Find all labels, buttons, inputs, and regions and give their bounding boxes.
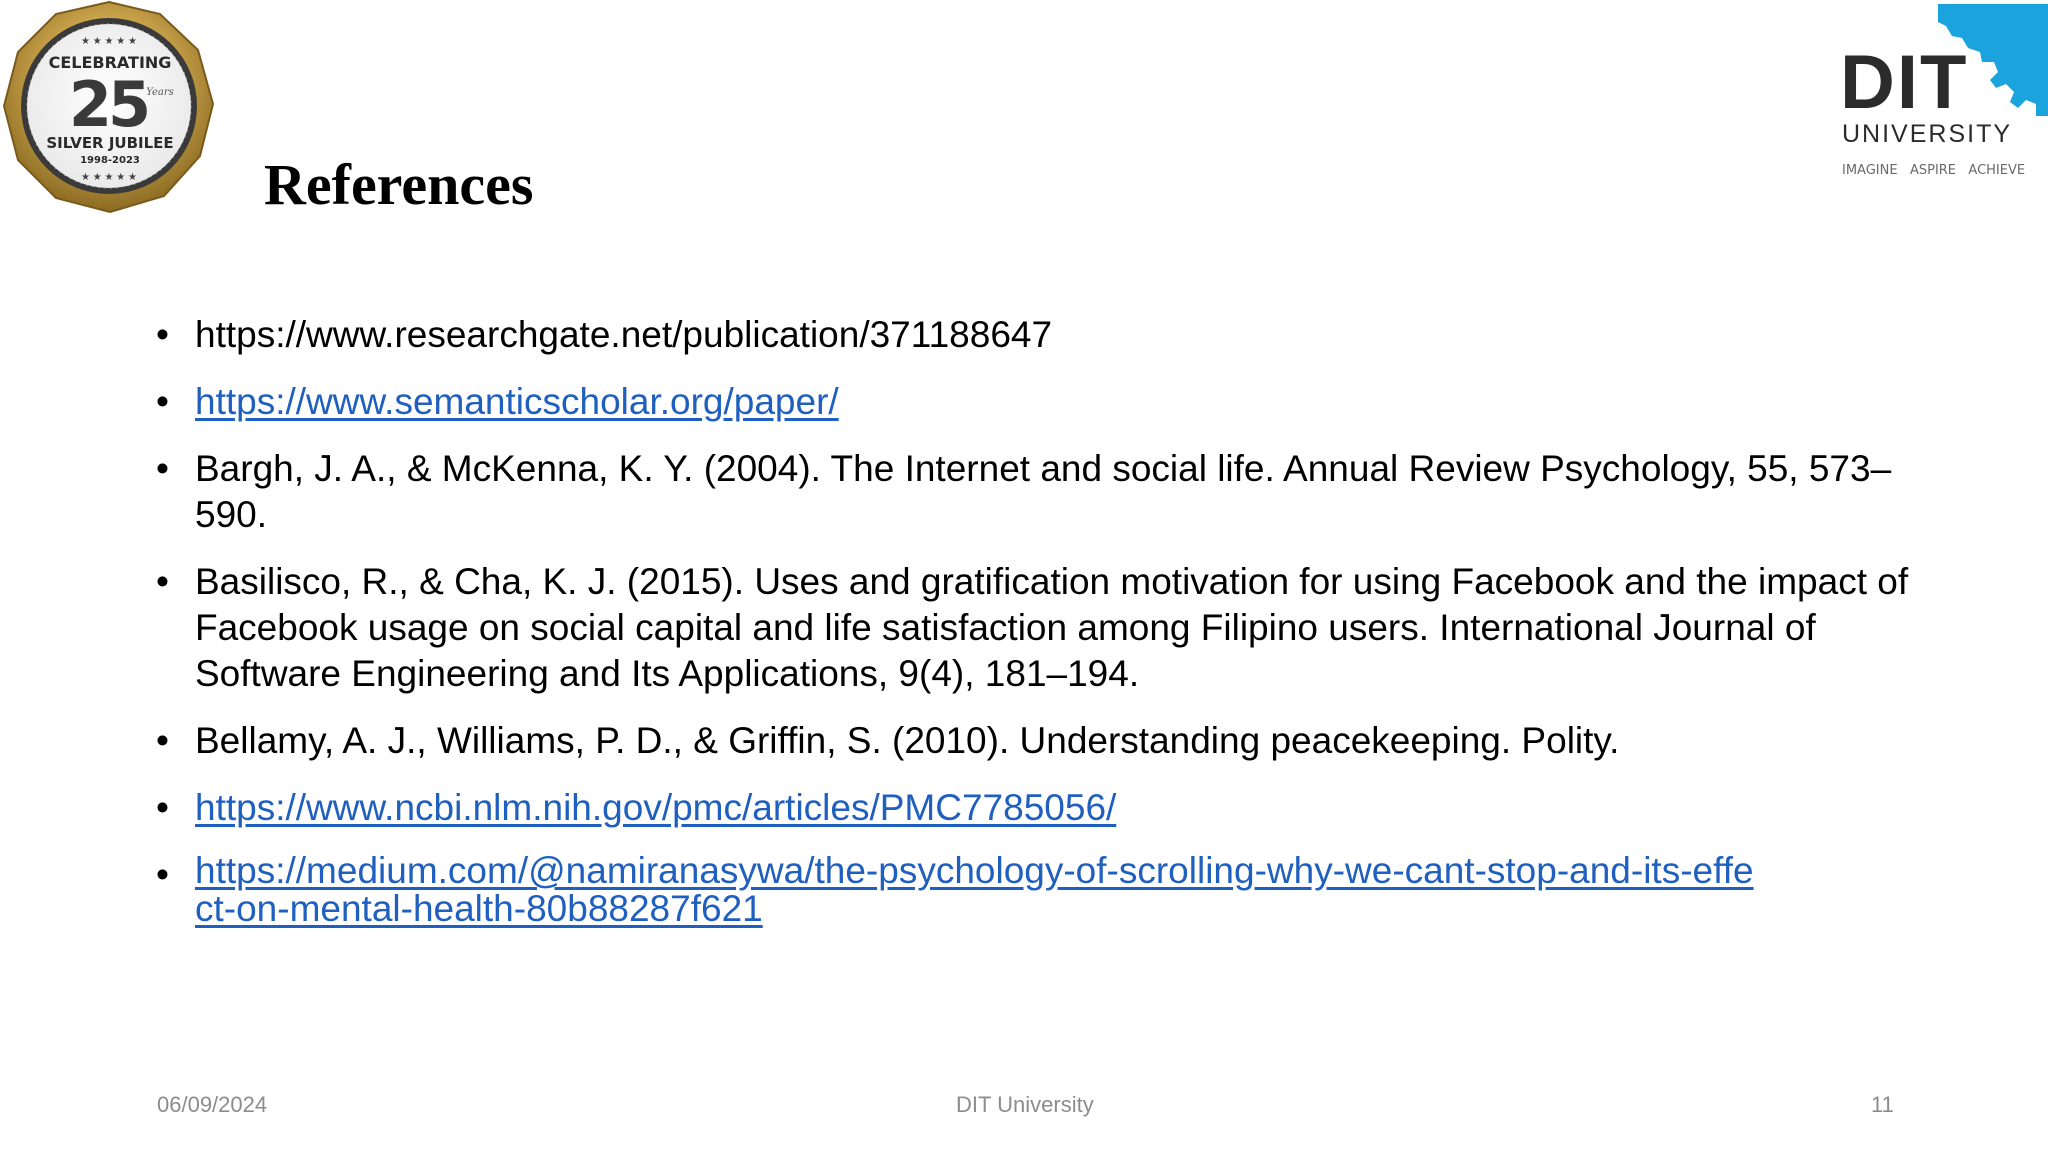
svg-text:★ ★ ★ ★ ★: ★ ★ ★ ★ ★	[81, 172, 137, 183]
list-item	[150, 718, 1910, 764]
reference-link[interactable]: https://www.semanticscholar.org/paper/	[195, 381, 839, 422]
list-item	[150, 446, 1910, 538]
badge-line3: 1998-2023	[80, 155, 140, 166]
list-item	[150, 559, 1910, 697]
bullet: •	[156, 381, 169, 422]
badge-number: 25	[68, 68, 148, 141]
badge-line2: SILVER JUBILEE	[46, 134, 174, 152]
reference-link[interactable]: https://www.ncbi.nlm.nih.gov/pmc/articles/PMC7785056/	[195, 787, 1117, 828]
reference-text: Basilisco, R., & Cha, K. J. (2015). Uses and gratification motivation for using Facebook and the impact of Facebook usage on social capital and life satisfaction among Filipino users. International Journal of Software Engineering and Its Applications, 9(4), 181–194.	[195, 561, 1909, 694]
bullet: •	[156, 314, 169, 355]
bullet: •	[156, 448, 169, 489]
footer-page-number: 11	[1871, 1092, 1894, 1117]
badge-years: Years	[146, 87, 174, 98]
footer-center-text: DIT University	[956, 1092, 1094, 1117]
reference-link-line1[interactable]: https://medium.com/@namiranasywa/the-psychology-of-scrolling-why-we-cant-stop-and-its-effe	[195, 850, 1754, 891]
reference-link-line2[interactable]: ct-on-mental-health-80b88287f621	[195, 888, 763, 929]
badge-line1: CELEBRATING	[48, 53, 172, 72]
reference-text: https://www.researchgate.net/publication/371188647	[195, 314, 1053, 355]
bullet: •	[156, 720, 169, 761]
list-item	[150, 312, 1910, 358]
reference-text: Bellamy, A. J., Williams, P. D., & Griffin, S. (2010). Understanding peacekeeping. Polity.	[195, 720, 1620, 761]
bullet: •	[156, 561, 169, 602]
silver-jubilee-badge	[0, 0, 218, 216]
slide-title: References	[264, 152, 534, 217]
footer-date: 06/09/2024	[157, 1092, 268, 1117]
bullet: •	[156, 854, 169, 895]
dit-university-logo	[1840, 4, 2048, 182]
list-item	[150, 785, 1910, 831]
logo-wordmark: DIT	[1840, 40, 1969, 125]
logo-subtitle: UNIVERSITY	[1842, 120, 2013, 148]
logo-tagline: IMAGINE ASPIRE ACHIEVE	[1842, 163, 2026, 178]
bullet: •	[156, 787, 169, 828]
references-list	[150, 312, 1910, 949]
list-item	[150, 852, 1910, 928]
reference-text: Bargh, J. A., & McKenna, K. Y. (2004). The Internet and social life. Annual Review Psychology, 55, 573–590.	[195, 448, 1892, 535]
list-item	[150, 379, 1910, 425]
svg-text:★ ★ ★ ★ ★: ★ ★ ★ ★ ★	[81, 36, 137, 47]
